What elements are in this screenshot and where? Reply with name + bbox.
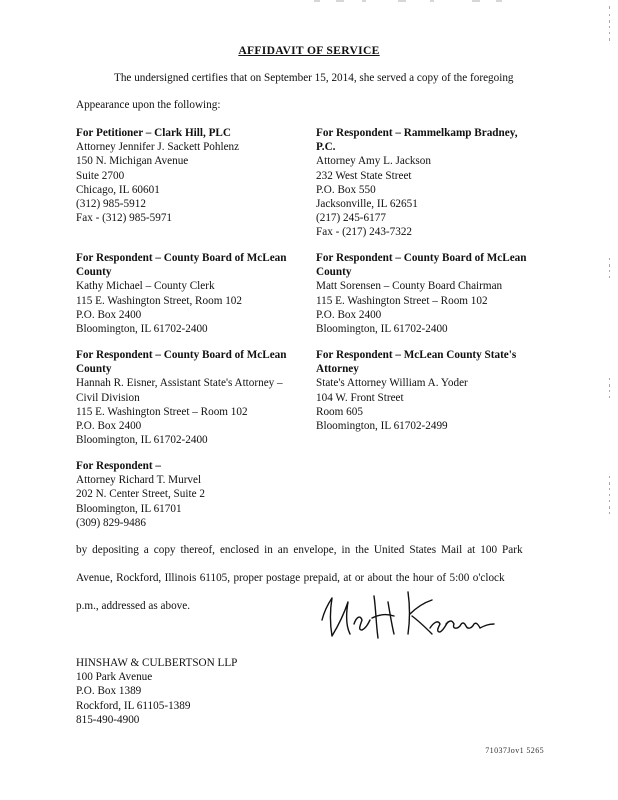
recipient-header: County bbox=[76, 266, 112, 279]
recipient-line: Civil Division bbox=[76, 391, 140, 404]
recipient-header: For Petitioner – Clark Hill, PLC bbox=[76, 127, 231, 139]
recipient-line: Room 605 bbox=[316, 405, 363, 418]
document-title: AFFIDAVIT OF SERVICE bbox=[238, 44, 380, 57]
recipient-line: Matt Sorensen – County Board Chairman bbox=[316, 280, 503, 293]
recipient-line: P.O. Box 2400 bbox=[316, 308, 382, 321]
recipient-line: 232 West State Street bbox=[316, 169, 412, 182]
recipient-line: P.O. Box 2400 bbox=[76, 308, 142, 321]
recipient-line: 115 E. Washington Street – Room 102 bbox=[316, 294, 488, 307]
recipient-line: 115 E. Washington Street, Room 102 bbox=[76, 294, 242, 307]
recipient-line: Bloomington, IL 61701 bbox=[76, 502, 182, 515]
recipient-line: (217) 245-6177 bbox=[316, 212, 386, 225]
service-paragraph-line: Avenue, Rockford, Illinois 61105, proper postage prepaid, at or about the hour of 5:00 o'clock bbox=[76, 572, 505, 584]
intro-paragraph: The undersigned certifies that on September 15, 2014, she served a copy of the foregoing bbox=[114, 72, 514, 84]
recipient-header: For Respondent – County Board of McLean bbox=[316, 252, 527, 264]
recipient-line: Chicago, IL 60601 bbox=[76, 183, 160, 196]
recipient-line: Bloomington, IL 61702-2499 bbox=[316, 420, 448, 433]
recipient-line: 115 E. Washington Street – Room 102 bbox=[76, 405, 248, 418]
recipient-header: For Respondent – Rammelkamp Bradney, bbox=[316, 127, 518, 139]
firm-phone: 815-490-4900 bbox=[76, 713, 140, 726]
recipient-line: Bloomington, IL 61702-2400 bbox=[76, 323, 208, 336]
firm-name: HINSHAW & CULBERTSON LLP bbox=[76, 657, 238, 669]
recipient-header: For Respondent – McLean County State's bbox=[316, 349, 517, 361]
scan-marks-margin bbox=[600, 0, 618, 800]
recipient-line: State's Attorney William A. Yoder bbox=[316, 377, 468, 390]
recipient-rammelkamp bbox=[316, 126, 548, 240]
recipient-header: For Respondent – County Board of McLean bbox=[76, 252, 287, 264]
recipient-line: Kathy Michael – County Clerk bbox=[76, 280, 215, 293]
recipient-line: Attorney Richard T. Murvel bbox=[76, 474, 202, 487]
recipient-line: Bloomington, IL 61702-2400 bbox=[316, 323, 448, 336]
recipient-clark-hill bbox=[76, 126, 308, 225]
recipient-states-attorney bbox=[316, 348, 548, 433]
firm-line: 100 Park Avenue bbox=[76, 671, 153, 684]
service-paragraph-line: by depositing a copy thereof, enclosed in an envelope, in the United States Mail at 100 Park bbox=[76, 544, 523, 556]
recipient-header: For Respondent – County Board of McLean bbox=[76, 349, 287, 361]
recipient-board-chairman bbox=[316, 251, 548, 336]
recipient-line: Hannah R. Eisner, Assistant State's Attorney – bbox=[76, 377, 283, 390]
recipient-header: Attorney bbox=[316, 363, 359, 376]
recipient-line: Fax - (217) 243-7322 bbox=[316, 226, 413, 239]
recipient-line: Fax - (312) 985-5971 bbox=[76, 212, 173, 225]
firm-address-block bbox=[76, 656, 237, 727]
appearance-line: Appearance upon the following: bbox=[76, 99, 221, 111]
recipient-line: 150 N. Michigan Avenue bbox=[76, 155, 189, 168]
recipient-header: County bbox=[76, 363, 112, 376]
firm-line: P.O. Box 1389 bbox=[76, 685, 142, 698]
recipient-county-clerk bbox=[76, 251, 308, 336]
recipient-line: Jacksonville, IL 62651 bbox=[316, 198, 418, 211]
recipient-line: P.O. Box 2400 bbox=[76, 420, 142, 433]
recipient-assistant-states-attorney bbox=[76, 348, 308, 447]
recipient-line: Attorney Jennifer J. Sackett Pohlenz bbox=[76, 141, 240, 154]
recipient-header: For Respondent – bbox=[76, 460, 161, 472]
recipient-line: Suite 2700 bbox=[76, 169, 125, 182]
recipient-header: P.C. bbox=[316, 141, 336, 154]
recipient-header: County bbox=[316, 266, 352, 279]
recipient-line: (312) 985-5912 bbox=[76, 198, 146, 211]
recipient-line: P.O. Box 550 bbox=[316, 183, 376, 196]
recipient-line: Bloomington, IL 61702-2400 bbox=[76, 434, 208, 447]
recipient-line: 202 N. Center Street, Suite 2 bbox=[76, 488, 205, 501]
recipient-line: (309) 829-9486 bbox=[76, 516, 146, 529]
firm-line: Rockford, IL 61105-1389 bbox=[76, 699, 191, 712]
document-number: 71037Jov1 5265 bbox=[485, 746, 544, 755]
recipient-murvel bbox=[76, 459, 308, 530]
scan-marks-top bbox=[300, 0, 530, 6]
recipient-line: 104 W. Front Street bbox=[316, 391, 404, 404]
service-paragraph-line: p.m., addressed as above. bbox=[76, 600, 191, 612]
recipient-line: Attorney Amy L. Jackson bbox=[316, 155, 431, 168]
handwritten-signature bbox=[312, 584, 502, 646]
